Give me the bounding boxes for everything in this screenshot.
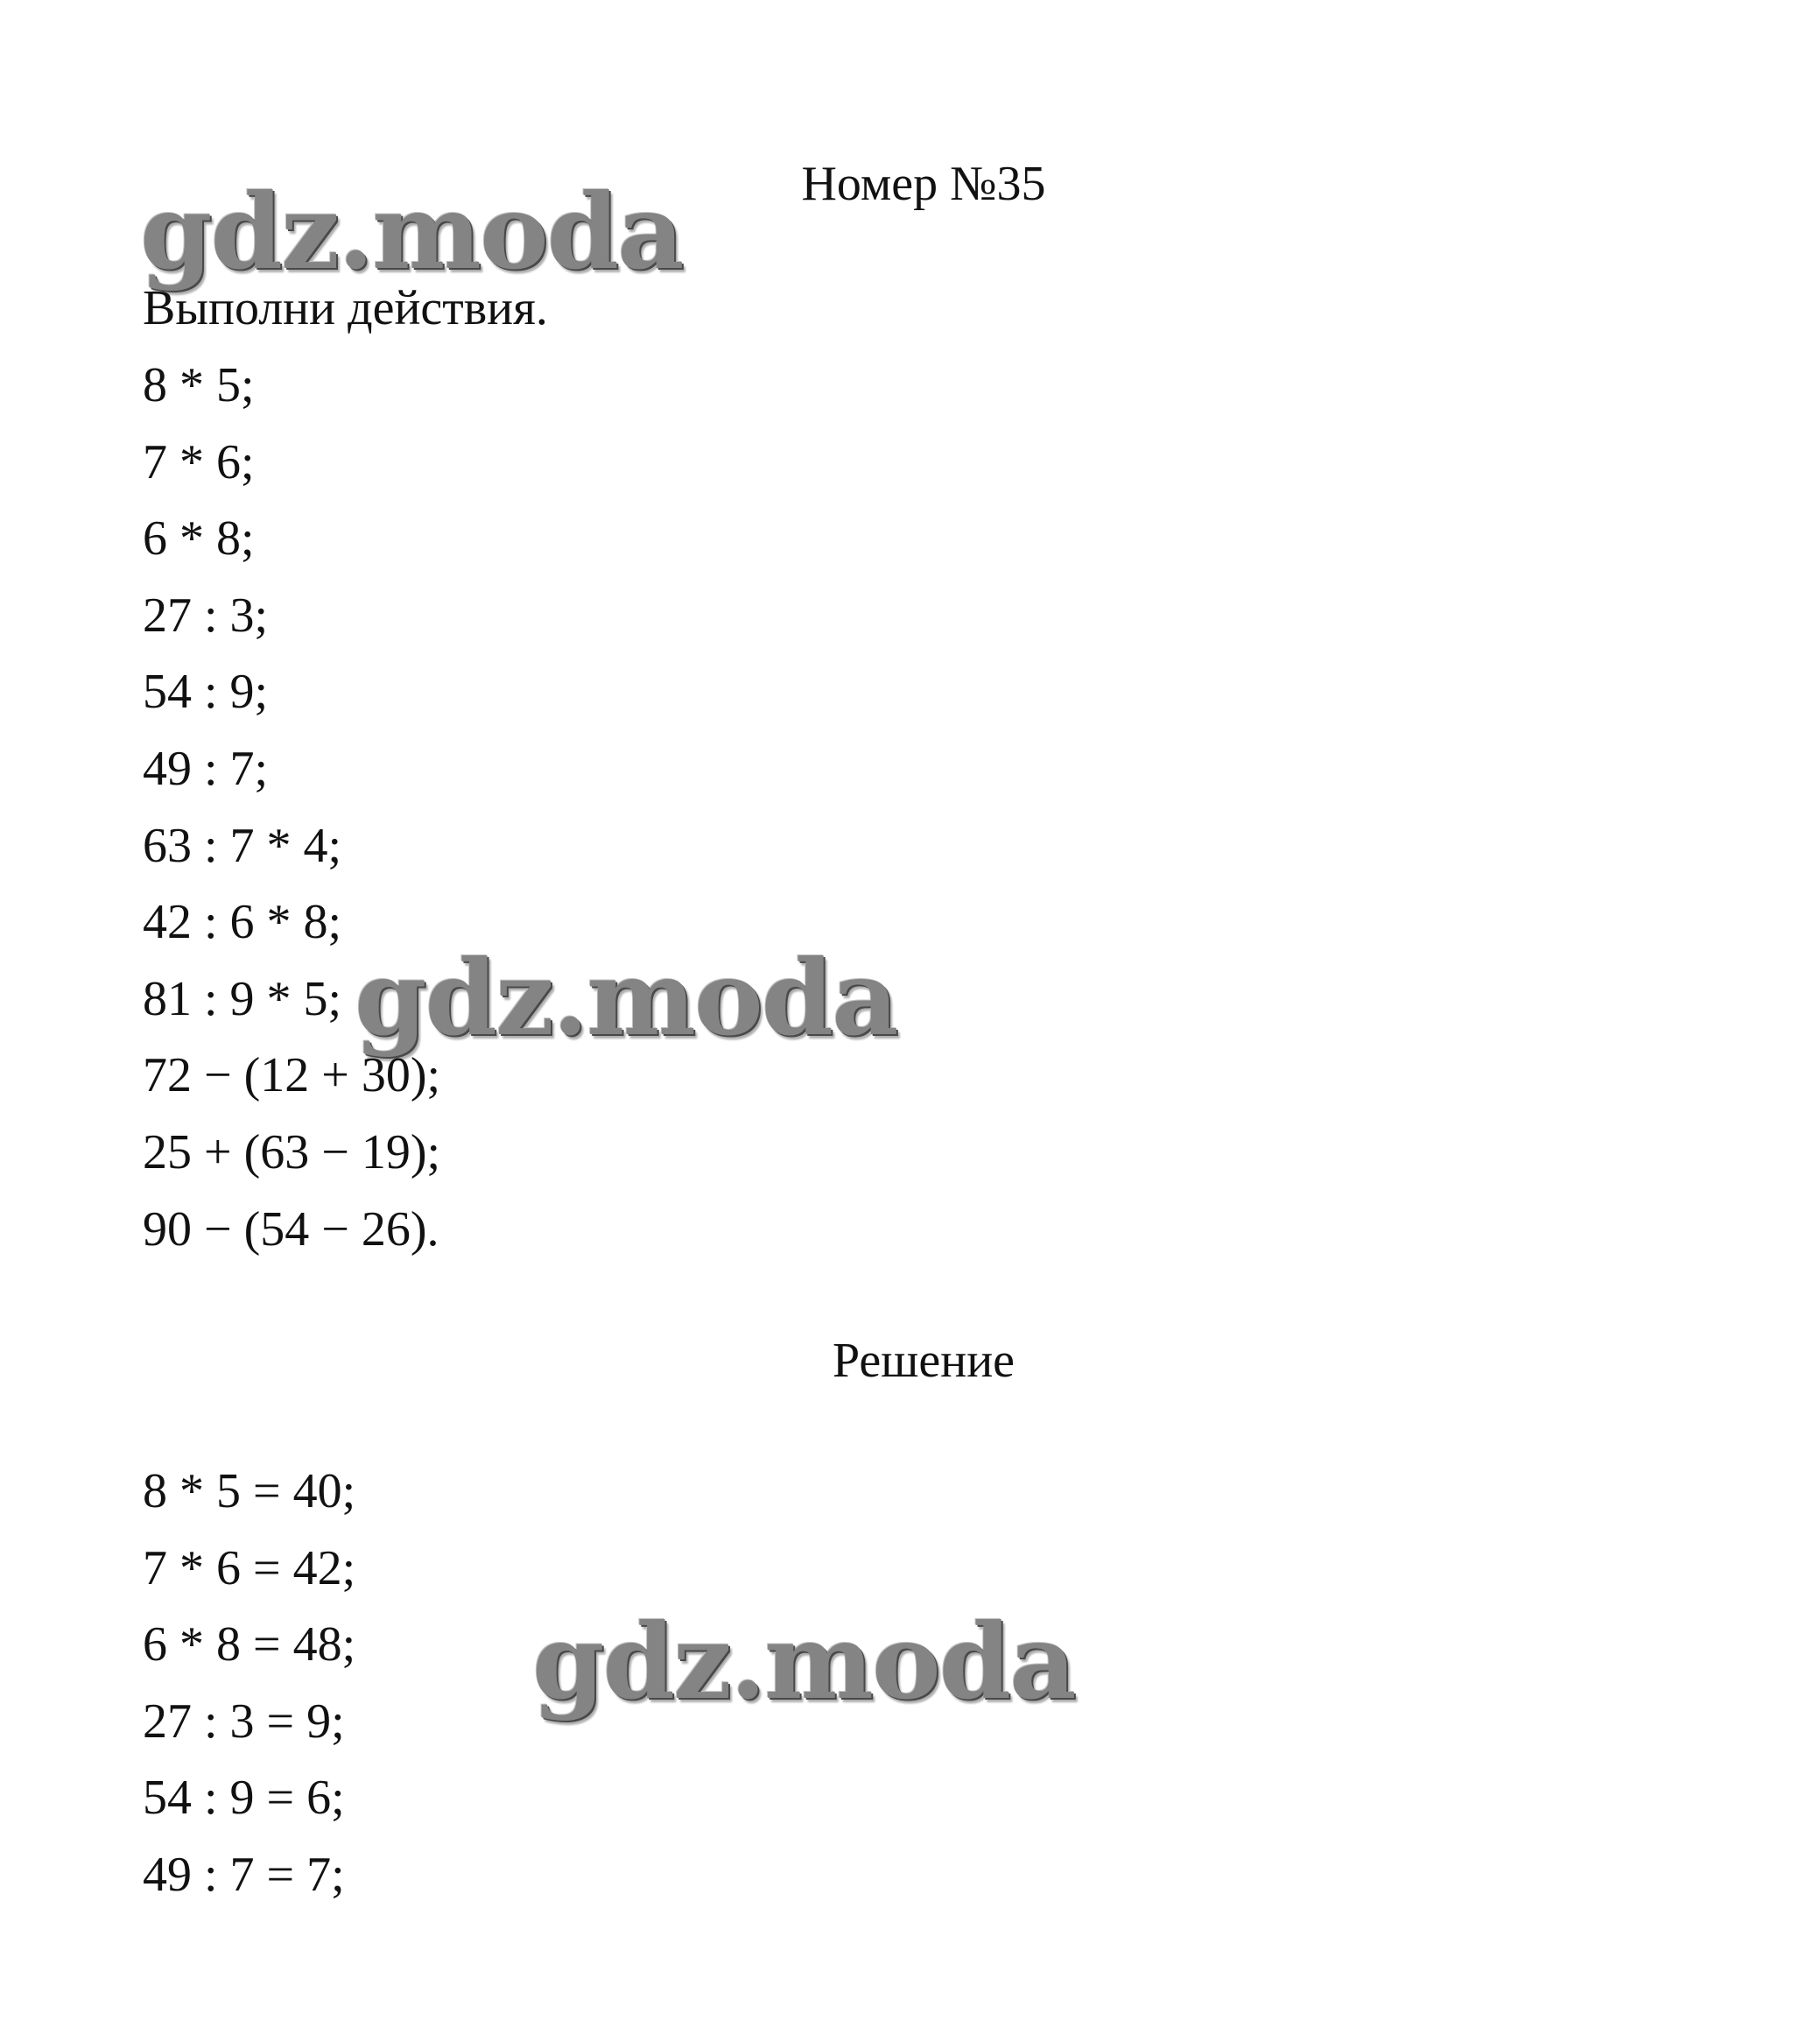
expression-line: 7 * 6;: [143, 434, 255, 489]
expression-line: 27 : 3;: [143, 588, 269, 643]
answer-list: [143, 1463, 355, 1924]
expression-line: 63 : 7 * 4;: [143, 818, 342, 873]
task-instruction: Выполни действия.: [143, 281, 548, 335]
answer-line: 54 : 9 = 6;: [143, 1771, 345, 1826]
answer-line: 27 : 3 = 9;: [143, 1693, 345, 1749]
expression-line: 42 : 6 * 8;: [143, 895, 342, 950]
answer-line: 6 * 8 = 48;: [143, 1617, 356, 1672]
watermark-logo: gdz.moda: [355, 937, 897, 1059]
expression-line: 49 : 7;: [143, 741, 269, 796]
expression-line: 6 * 8;: [143, 511, 255, 567]
answer-line: 8 * 5 = 40;: [143, 1464, 356, 1518]
expression-line: 81 : 9 * 5;: [143, 971, 342, 1026]
expression-line: 90 − (54 − 26).: [143, 1201, 439, 1257]
watermark-logo: gdz.moda: [140, 171, 683, 292]
answer-line: 7 * 6 = 42;: [143, 1540, 356, 1595]
expression-line: 8 * 5;: [143, 358, 255, 412]
expression-line: 25 + (63 − 19);: [143, 1124, 441, 1179]
expression-line: 72 − (12 + 30);: [143, 1048, 441, 1103]
expression-line: 54 : 9;: [143, 665, 269, 720]
solution-title: Решение: [832, 1334, 1015, 1388]
answer-line: 49 : 7 = 7;: [143, 1847, 345, 1902]
task-title: Номер №35: [801, 157, 1046, 211]
watermark-logo: gdz.moda: [532, 1601, 1075, 1722]
expression-list: [143, 357, 440, 1278]
